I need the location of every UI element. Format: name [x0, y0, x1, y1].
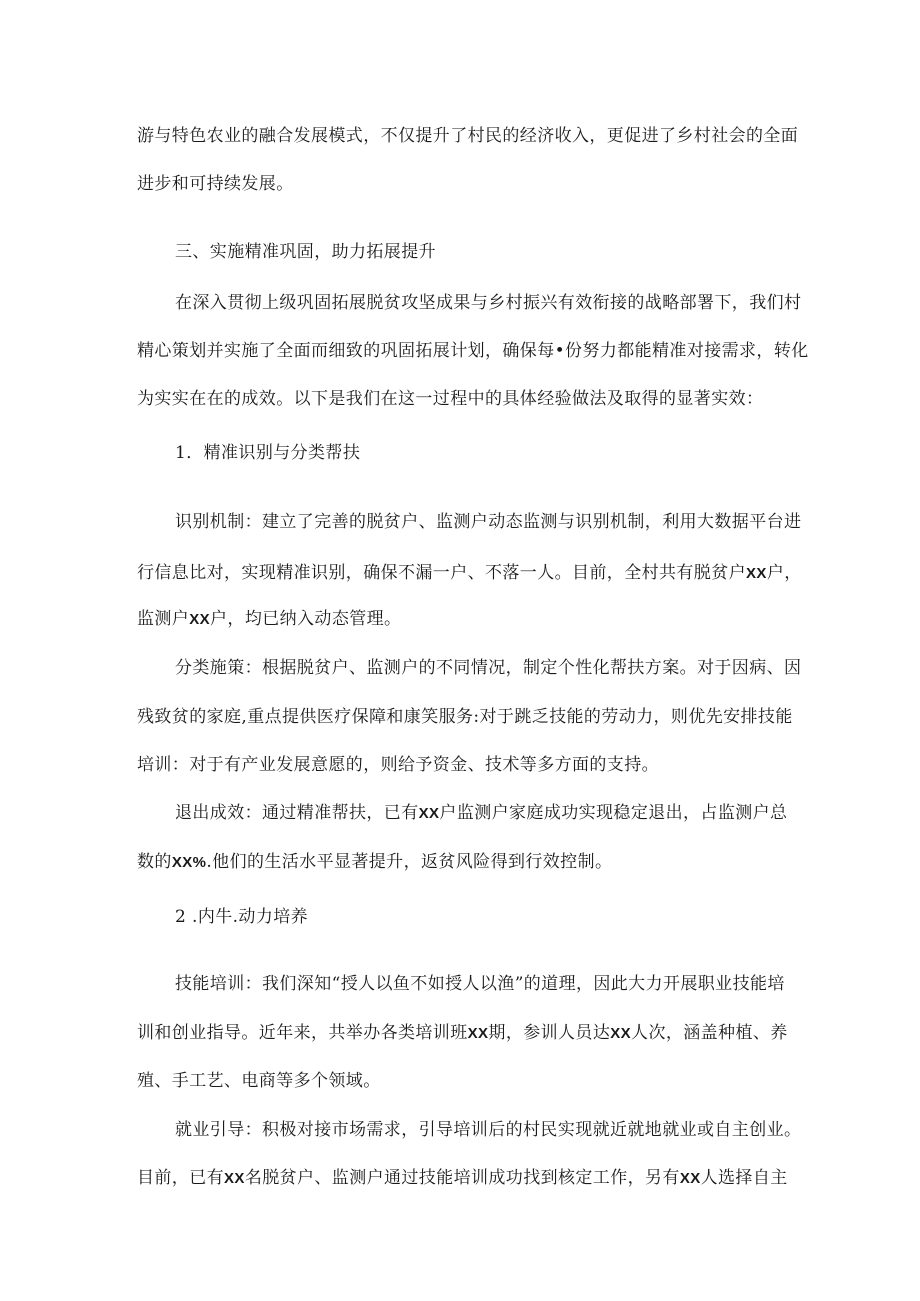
- text-run: 目前，已有: [137, 1168, 224, 1188]
- paragraph-3-line-2: [137, 561, 802, 586]
- text-run: 户，: [766, 563, 802, 583]
- paragraph-5-line-1: [175, 801, 788, 826]
- placeholder-count: XX: [679, 1170, 701, 1187]
- paragraph-2-line-3: 为实实在在的成效。以下是我们在这一过程中的具体经验做法及取得的显著实效：: [137, 389, 764, 409]
- placeholder-count: XX: [224, 1170, 245, 1187]
- paragraph-7-line-2: [137, 1166, 788, 1191]
- paragraph-7-line-1: 就业引导：积极对接市场需求，引导培训后的村民实现就近就地就业或自主创业。: [175, 1120, 802, 1140]
- paragraph-2-line-2: 精心策划并实施了全面而细致的巩固拓展计划，确保每•份努力都能精准对接需求，转化: [137, 341, 809, 361]
- subsection-heading-1: 1．精准识别与分类帮扶: [175, 443, 361, 463]
- placeholder-count: XX: [746, 565, 767, 582]
- text-run: 退出成效：通过精准帮扶，已有: [175, 803, 419, 823]
- text-run: 行信息比对，实现精准识别，确保不漏一户、不落一人。目前，全村共有脱贫户: [137, 563, 746, 583]
- text-run: 监测户: [137, 609, 190, 629]
- placeholder-count: XX: [610, 1025, 632, 1042]
- text-run: 户，均已纳入动态管理。: [210, 609, 402, 629]
- paragraph-4-line-1: 分类施策：根据脱贫户、监测户的不同情况，制定个性化帮扶方案。对于因病、因: [175, 658, 802, 678]
- paragraph-3-line-1: 识别机制：建立了完善的脱贫户、监测户动态监测与识别机制，利用大数据平台进: [175, 512, 802, 532]
- paragraph-6-line-1: 技能培训：我们深知“授人以鱼不如授人以渔”的道理，因此大力开展职业技能培: [175, 974, 785, 994]
- paragraph-6-line-2: [137, 1021, 788, 1046]
- paragraph-1-line-2: 进步和可持续发展。: [137, 174, 294, 194]
- text-run: 训和创业指导。近年来，共举办各类培训班: [137, 1023, 468, 1043]
- text-run: 人次，涵盖种植、养: [631, 1023, 788, 1043]
- text-run: 名脱贫户、监测户通过技能培训成功找到核定工作，另有: [244, 1168, 680, 1188]
- paragraph-6-line-3: 殖、手工艺、电商等多个领域。: [137, 1071, 381, 1091]
- paragraph-4-line-2: 残致贫的家庭,重点提供医疗保障和康笑服务:对于跳乏技能的劳动力，则优先安排技能: [137, 707, 793, 727]
- placeholder-count: XX: [189, 611, 211, 628]
- placeholder-percent: XX%: [171, 854, 207, 871]
- placeholder-count: XX: [467, 1025, 489, 1042]
- text-run: 期，参训人员达: [488, 1023, 611, 1043]
- placeholder-count: XX: [418, 805, 440, 822]
- section-heading-3: 三、实施精准巩固，助力拓展提升: [175, 242, 436, 262]
- paragraph-2-line-1: 在深入贯彻上级巩固拓展脱贫攻坚成果与乡村振兴有效衔接的战略部署下，我们村: [175, 293, 802, 313]
- subsection-heading-2: 2 .内牛.动力培养: [175, 907, 309, 927]
- paragraph-1-line-1: 游与特色农业的融合发展模式，不仅提升了村民的经济收入，更促进了乡村社会的全面: [137, 126, 799, 146]
- paragraph-3-line-3: [137, 607, 401, 632]
- text-run: .他们的生活水平显著提升，返贫风险得到行效控制。: [206, 852, 613, 872]
- paragraph-4-line-3: 培训：对于有产业发展意愿的，则给予资金、技术等多方面的支持。: [137, 755, 659, 775]
- text-run: 人选择自主: [700, 1168, 788, 1188]
- paragraph-5-line-2: [137, 850, 612, 875]
- text-run: 数的: [137, 852, 172, 872]
- text-run: 户监测户家庭成功实现稳定退出，占监测户总: [439, 803, 788, 823]
